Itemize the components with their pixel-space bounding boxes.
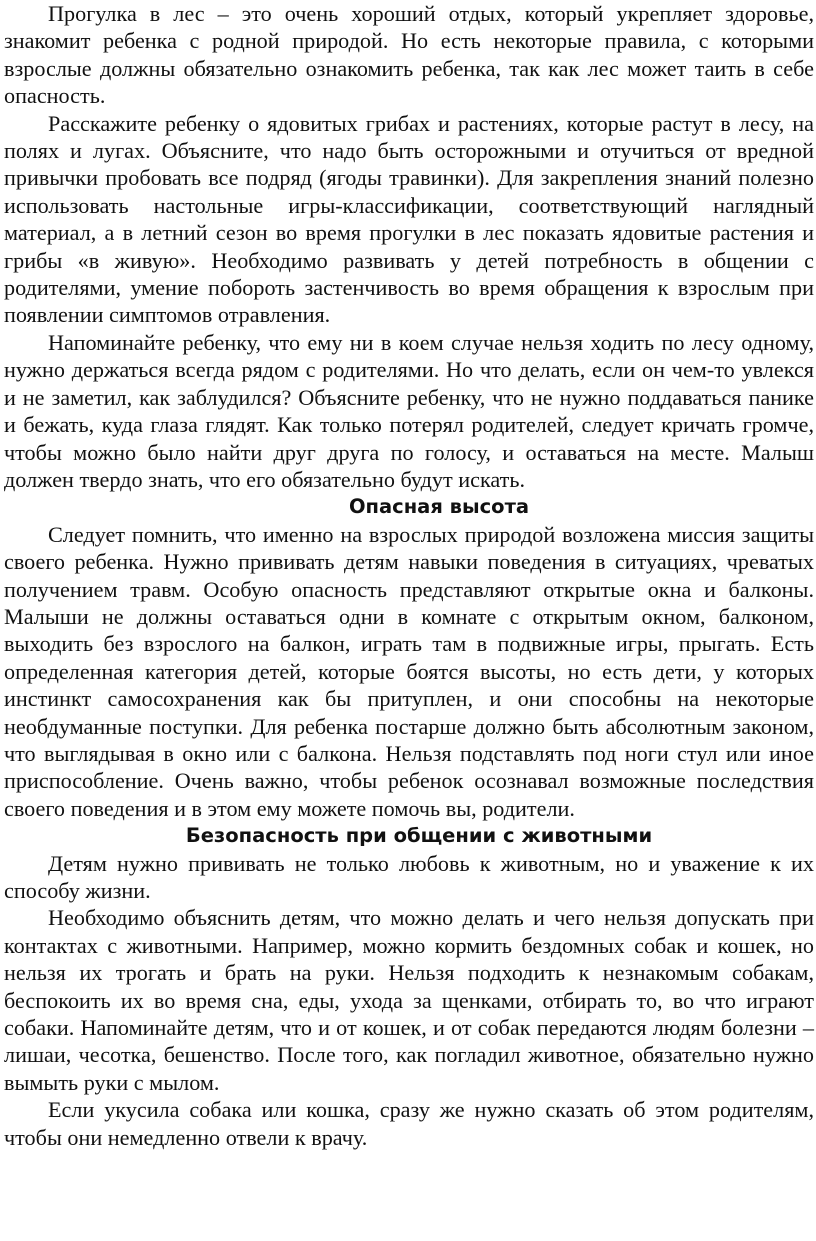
paragraph-forest-walk: Прогулка в лес – это очень хороший отдых, который укрепляет здоровье, знакомит ребенка с родной природой. Но есть некоторые правила, с которыми взрослые должны обязательно ознакомить ребенка, так как лес может таить в себе опасность. <box>4 1 814 109</box>
document-page <box>4 0 814 1151</box>
paragraph-animal-bite: Если укусила собака или кошка, сразу же нужно сказать об этом родителям, чтобы они немедленно отвели к врачу. <box>4 1097 814 1150</box>
paragraph-windows-balconies: Следует помнить, что именно на взрослых природой возложена миссия защиты своего ребенка. Нужно прививать детям навыки поведения в ситуациях, чреватых получением травм. Особую опасность представляют открытые окна и балконы. Малыши не должны оставаться одни в комнате с открытым окном, балконом, выходить без взрослого на балкон, играть там в подвижные игры, прыгать. Есть определенная категория детей, которые боятся высоты, но есть дети, у которых инстинкт самосохранения как бы притуплен, и они способны на некоторые необдуманные поступки. Для ребенка постарше должно быть абсолютным законом, что выглядывая в окно или с балкона. Нельзя подставлять под ноги стул или иное приспособление. Очень важно, чтобы ребенок осознавал возможные последствия своего поведения и в этом ему можете помочь вы, родители. <box>4 521 814 821</box>
heading-dangerous-height: Опасная высота <box>348 495 530 519</box>
heading-animal-safety: Безопасность при общении с животными <box>185 824 653 848</box>
paragraph-animal-contact-rules: Необходимо объяснить детям, что можно делать и чего нельзя допускать при контактах с животными. Например, можно кормить бездомных собак и кошек, но нельзя их трогать и брать на руки. Нельзя подходить к незнакомым собакам, беспокоить их во время сна, еды, ухода за щенками, отбирать то, во что играют собаки. Напоминайте детям, что и от кошек, и от собак передаются людям болезни – лишаи, чесотка, бешенство. После того, как погладил животное, обязательно нужно вымыть руки с мылом. <box>4 905 814 1095</box>
paragraph-getting-lost: Напоминайте ребенку, что ему ни в коем случае нельзя ходить по лесу одному, нужно держаться всегда рядом с родителями. Но что делать, если он чем-то увлекся и не заметил, как заблудился? Объясните ребенку, что не нужно поддаваться панике и бежать, куда глаза глядят. Как только потерял родителей, следует кричать громче, чтобы можно было найти друг друга по голосу, и оставаться на месте. Малыш должен твердо знать, что его обязательно будут искать. <box>4 329 814 492</box>
paragraph-respect-animals: Детям нужно прививать не только любовь к животным, но и уважение к их способу жизни. <box>4 850 814 903</box>
paragraph-poisonous-plants: Расскажите ребенку о ядовитых грибах и растениях, которые растут в лесу, на полях и лугах. Объясните, что надо быть осторожными и отучиться от вредной привычки пробовать все подряд (ягоды травинки). Для закрепления знаний полезно использовать настольные игры-классификации, соответствующий наглядный материал, а в летний сезон во время прогулки в лес показать ядовитые растения и грибы «в живую». Необходимо развивать у детей потребность в общении с родителями, умение побороть застенчивость во время обращения к взрослым при появлении симптомов отравления. <box>4 110 814 328</box>
